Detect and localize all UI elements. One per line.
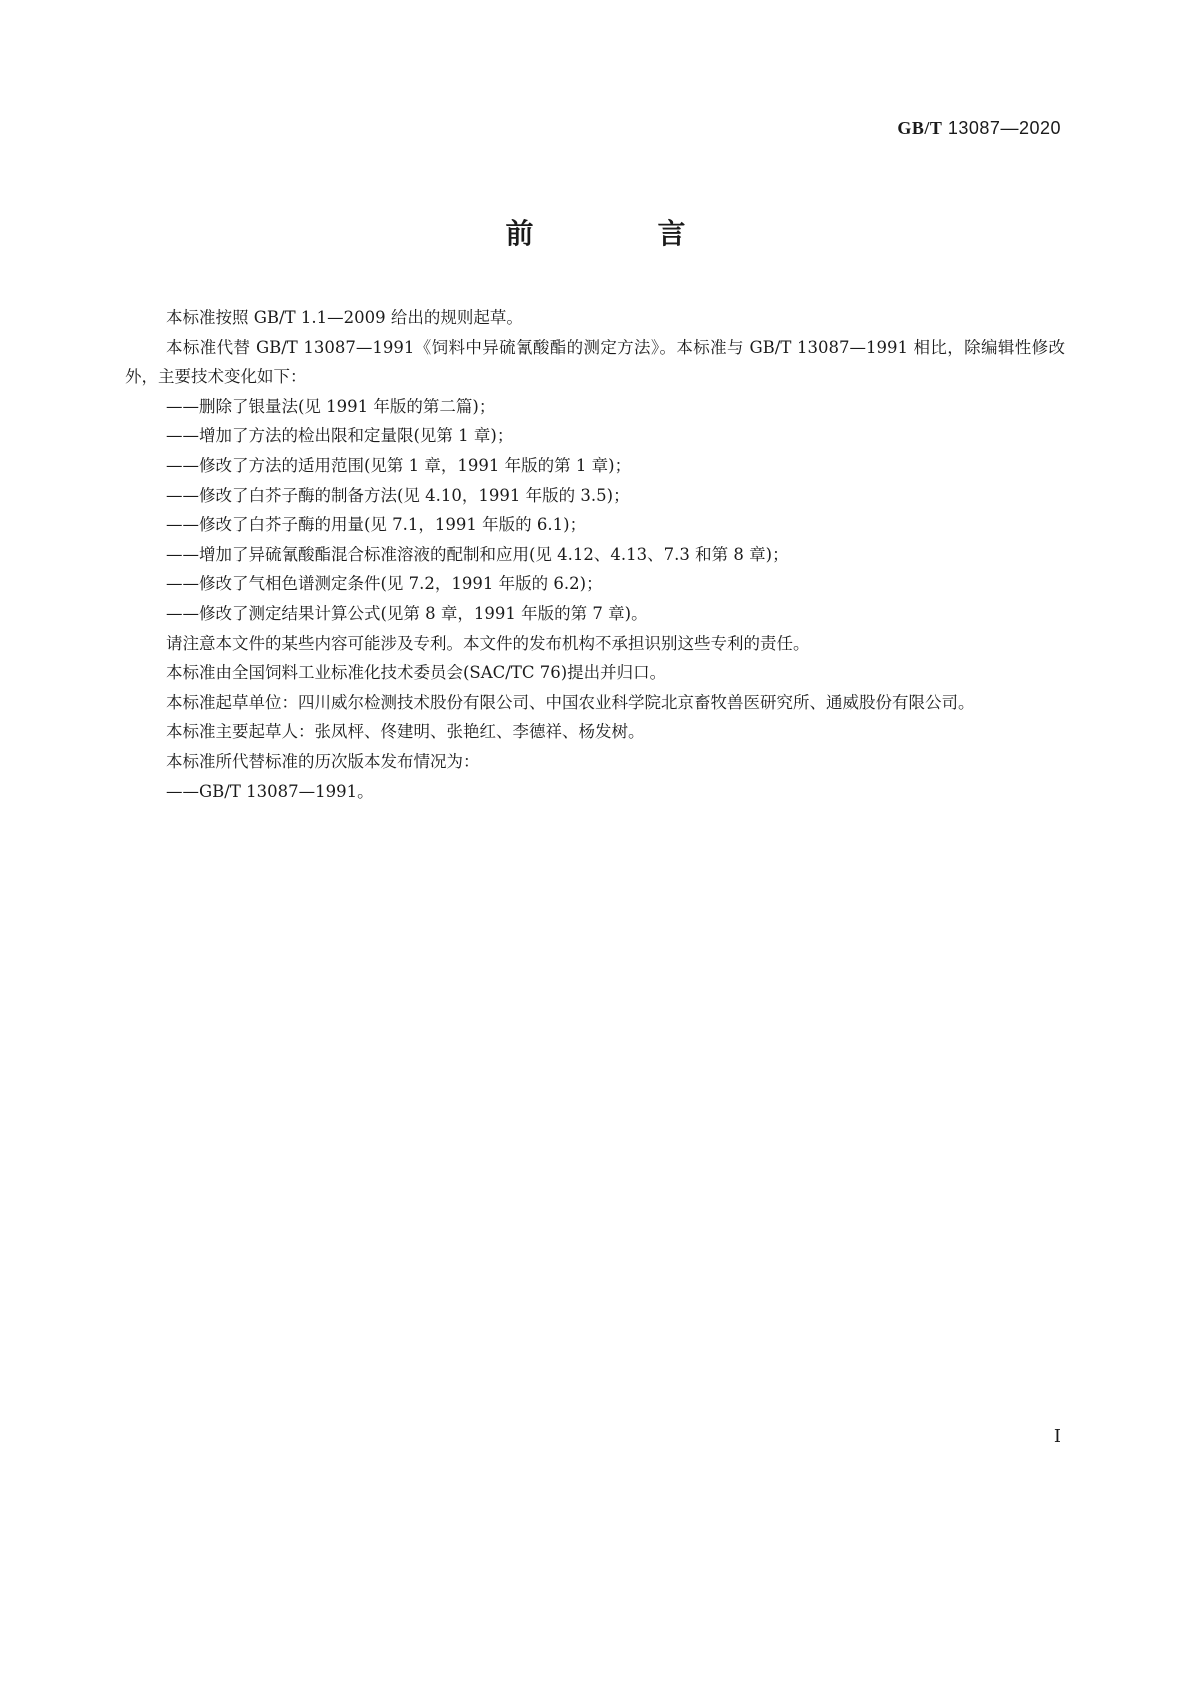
paragraph-drafters: 本标准主要起草人：张凤枰、佟建明、张艳红、李德祥、杨发树。 [166,722,645,742]
paragraph-proposer: 本标准由全国饲料工业标准化技术委员会(SAC/TC 76)提出并归口。 [166,663,667,683]
paragraph-drafting-units: 本标准起草单位：四川威尔检测技术股份有限公司、中国农业科学院北京畜牧兽医研究所、通威股份有限公司。 [166,692,975,712]
page-number: I [1053,1426,1061,1447]
paragraph-replaces: 本标准代替 GB/T 13087—1991《饲料中异硫氰酸酯的测定方法》。本标准与 GB/T 13087—1991 相比，除编辑性修改外，主要技术变化如下： [125,337,1065,387]
standard-prefix: GB/T [897,118,943,138]
list-item: ——修改了气相色谱测定条件(见 7.2，1991 年版的 6.2)； [166,574,603,594]
paragraph-history-intro: 本标准所代替标准的历次版本发布情况为： [166,751,480,771]
list-item: ——修改了测定结果计算公式(见第 8 章，1991 年版的第 7 章)。 [166,603,648,623]
list-item: ——删除了银量法(见 1991 年版的第二篇)； [166,396,496,416]
paragraph-drafting-rules: 本标准按照 GB/T 1.1—2009 给出的规则起草。 [166,308,523,327]
standard-number: 13087—2020 [947,118,1061,138]
page-title: 前 言 [505,217,734,250]
list-item: ——增加了方法的检出限和定量限(见第 1 章)； [166,426,514,446]
list-item: ——修改了白芥子酶的用量(见 7.1，1991 年版的 6.1)； [166,515,587,535]
list-item: ——修改了方法的适用范围(见第 1 章，1991 年版的第 1 章)； [166,455,632,475]
history-item: ——GB/T 13087—1991。 [166,781,374,801]
paragraph-patent-notice: 请注意本文件的某些内容可能涉及专利。本文件的发布机构不承担识别这些专利的责任。 [166,633,810,653]
foreword-body [125,303,1065,806]
standard-code [897,118,1061,139]
list-item: ——修改了白芥子酶的制备方法(见 4.10，1991 年版的 3.5)； [166,485,630,505]
list-item: ——增加了异硫氰酸酯混合标准溶液的配制和应用(见 4.12、4.13、7.3 和第 8 章)； [166,544,789,564]
